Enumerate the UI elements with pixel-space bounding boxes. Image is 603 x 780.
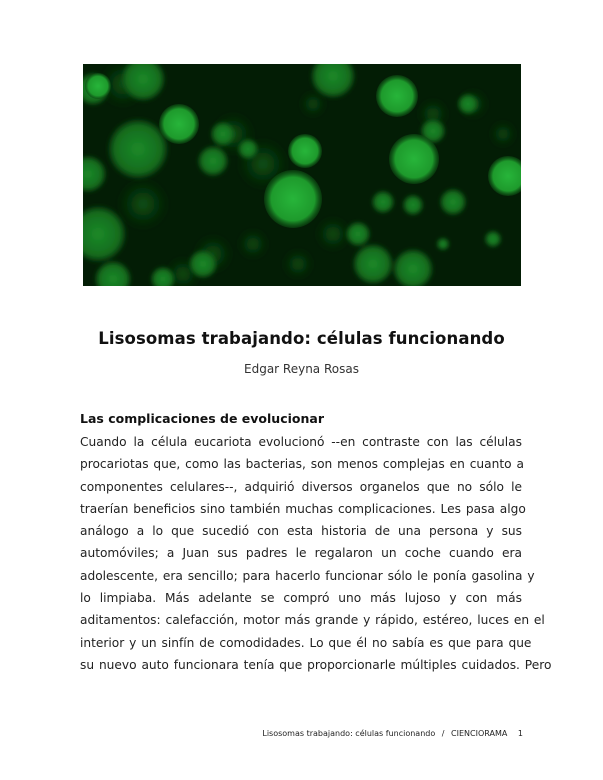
body-line: adolescente, era sencillo; para hacerlo funcionar sólo le ponía gasolina y: [80, 568, 535, 583]
article-body-paragraph: [80, 431, 552, 676]
body-line: análogo a lo que sucedió con esta historia de una persona y sus: [80, 524, 522, 539]
body-line: lo limpiaba. Más adelante se compró uno más lujoso y con más: [80, 591, 522, 606]
page-footer: [262, 729, 523, 738]
body-line: traerían beneficios sino también muchas complicaciones. Les pasa algo: [80, 501, 526, 516]
footer-running-title: Lisosomas trabajando: células funcionando: [262, 729, 436, 738]
article-title: Lisosomas trabajando: células funcionando: [98, 329, 505, 348]
micrograph-illustration: [83, 64, 521, 286]
cell-micrograph-image: [83, 64, 521, 286]
section-heading: Las complicaciones de evolucionar: [80, 411, 324, 426]
article-author: Edgar Reyna Rosas: [244, 362, 359, 376]
page-number: 1: [517, 729, 523, 738]
body-line: su nuevo auto funcionara tenía que proporcionarle múltiples cuidados. Pero: [80, 657, 552, 672]
body-line: componentes celulares--, adquirió diversos organelos que no sólo le: [80, 479, 522, 494]
footer-separator: /: [441, 729, 445, 738]
body-line: procariotas que, como las bacterias, son menos complejas en cuanto a: [80, 457, 524, 472]
body-line: Cuando la célula eucariota evolucionó --en contraste con las células: [80, 435, 522, 449]
body-line: automóviles; a Juan sus padres le regalaron un coche cuando era: [80, 546, 522, 561]
body-line: aditamentos: calefacción, motor más grande y rápido, estéreo, luces en el: [80, 613, 545, 628]
body-line: interior y un sinfín de comodidades. Lo que él no sabía es que para que: [80, 635, 532, 650]
footer-publication: CIENCIORAMA: [451, 729, 508, 738]
